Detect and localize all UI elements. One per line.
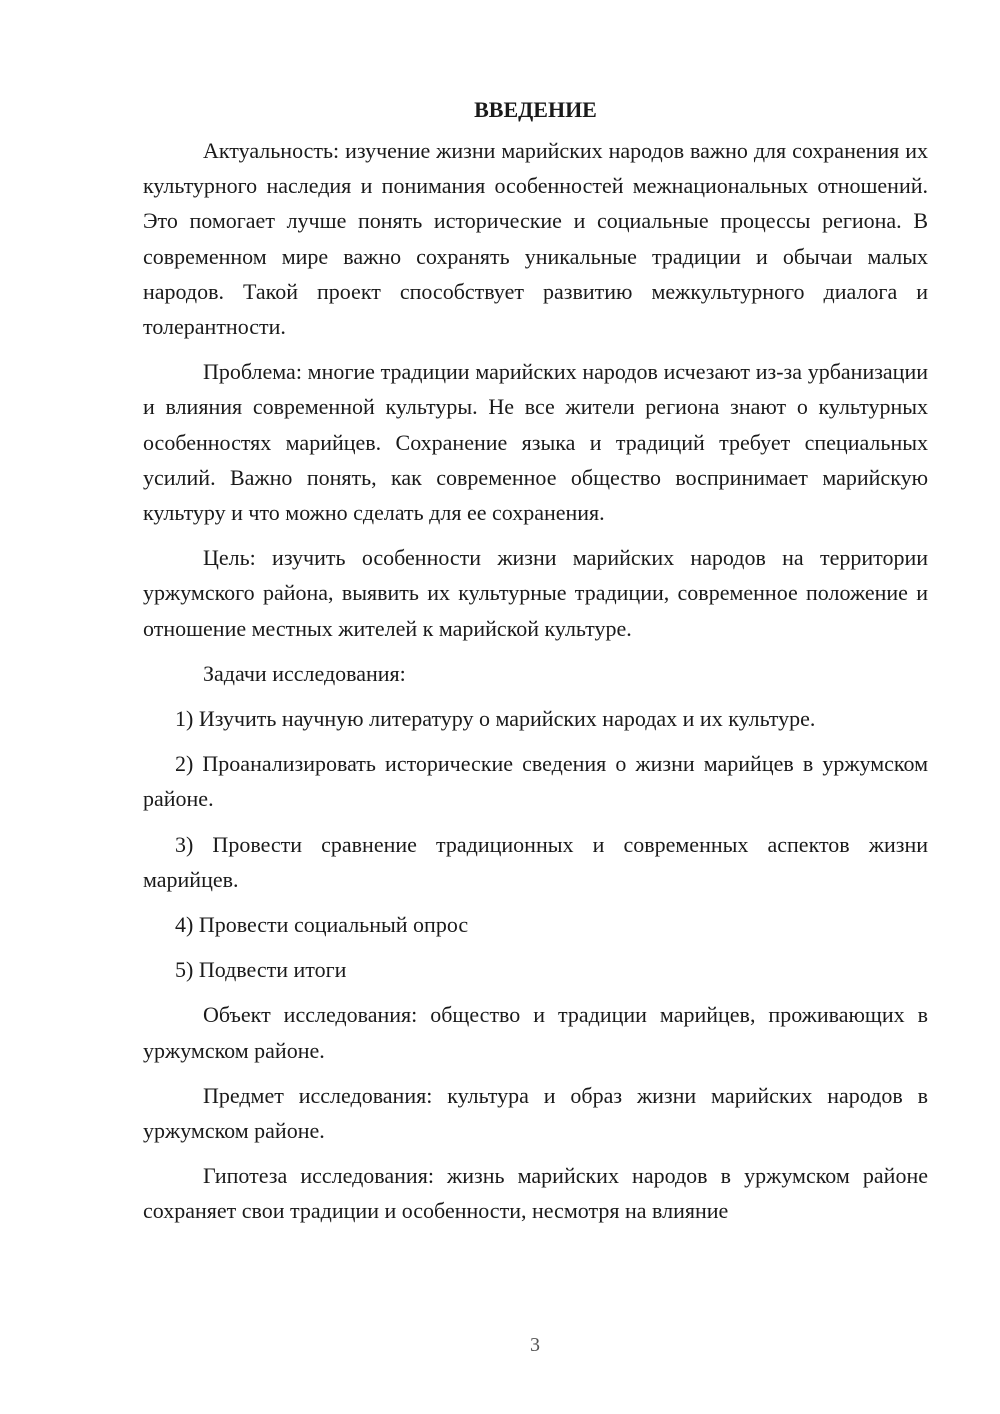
problem-paragraph: Проблема: многие традиции марийских народов исчезают из-за урбанизации и влияния современной культуры. Не все жители региона знают о культурных особенностях марийцев. Сохранение языка и традиций требует специальных усилий. Важно понять, как современное общество воспринимает марийскую культуру и что можно сделать для ее сохранения. [143,359,928,526]
research-subject-paragraph: Предмет исследования: культура и образ жизни марийских народов в уржумском районе. [143,1082,928,1144]
document-title: ВВЕДЕНИЕ [474,97,597,122]
page-number: 3 [530,1334,540,1356]
research-object-paragraph: Объект исследования: общество и традиции марийцев, проживающих в уржумском районе. [143,1002,928,1063]
task-item: 5) Подвести итоги [175,957,347,983]
goal-paragraph: Цель: изучить особенности жизни марийских народов на территории уржумского района, выявить их культурные традиции, современное положение и отношение местных жителей к марийской культуре. [143,545,928,641]
task-item: 3) Провести сравнение традиционных и современных аспектов жизни марийцев. [143,831,928,892]
tasks-heading: Задачи исследования: [203,660,406,686]
task-item: 2) Проанализировать исторические сведения о жизни марийцев в уржумском районе. [143,751,928,812]
task-item: 4) Провести социальный опрос [175,912,469,938]
tasks-list [143,701,928,987]
relevance-paragraph: Актуальность: изучение жизни марийских народов важно для сохранения их культурного наследия и понимания особенностей межнациональных отношений. Это помогает лучше понять исторические и социальные процессы региона. В современном мире важно сохранять уникальные традиции и обычаи малых народов. Такой проект способствует развитию межкультурного диалога и толерантности. [143,138,928,340]
document-page [143,95,928,1239]
task-item: 1) Изучить научную литературу о марийских народах и их культуре. [175,706,816,732]
hypothesis-paragraph: Гипотеза исследования: жизнь марийских народов в уржумском районе сохраняет свои традиции и особенности, несмотря на влияние [143,1163,928,1224]
